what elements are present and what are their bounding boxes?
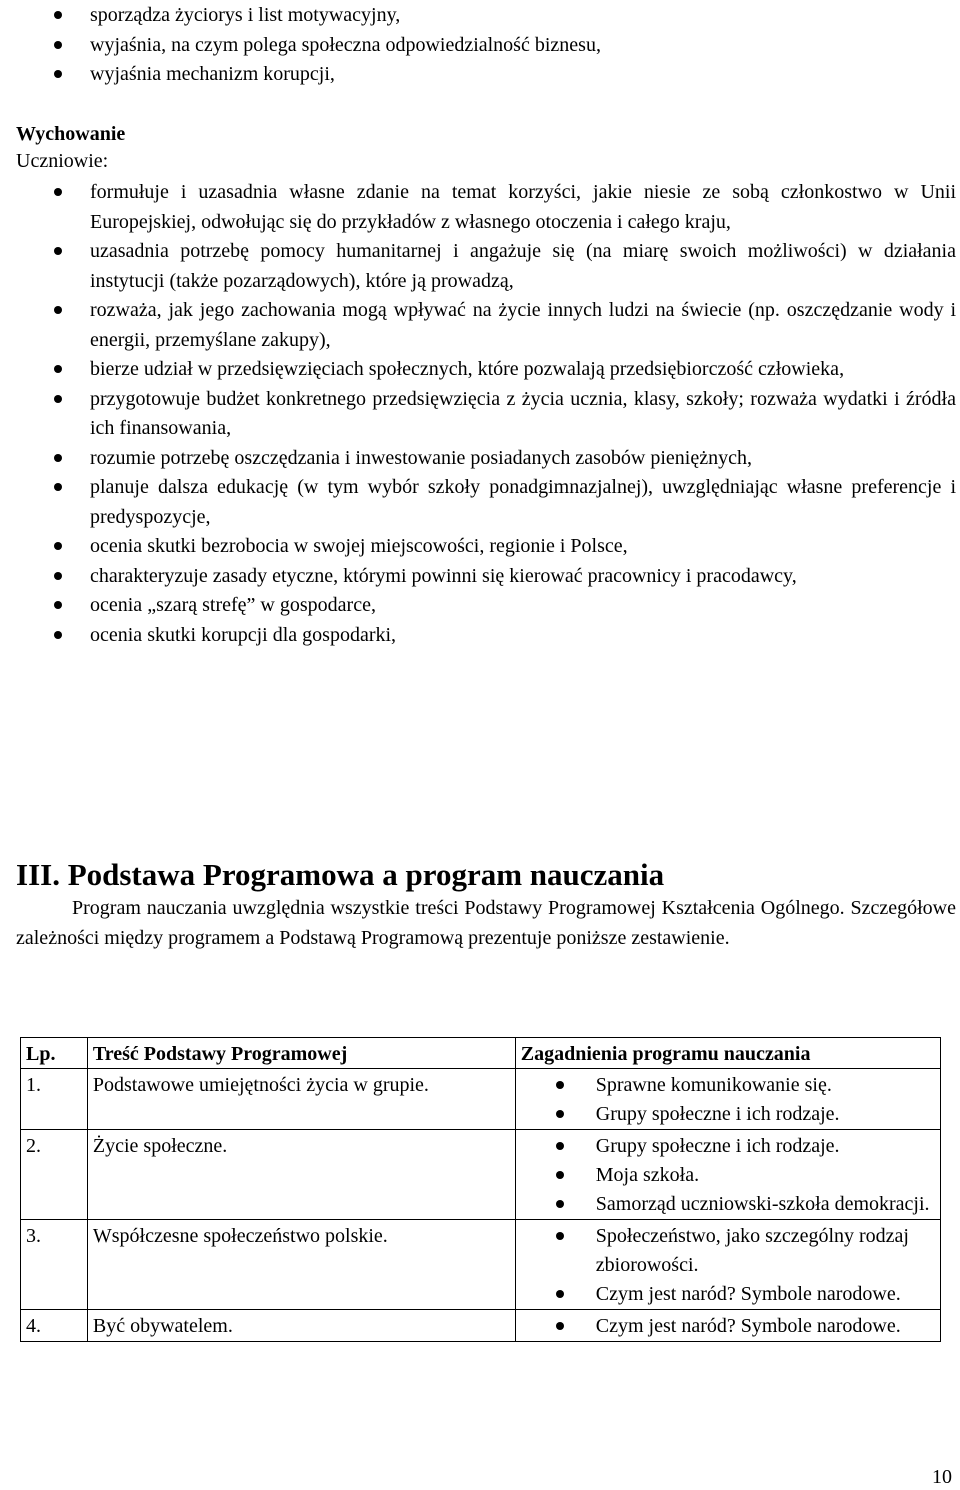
topic-item: Grupy społeczne i ich rodzaje.: [521, 1132, 935, 1161]
row-tresc: Współczesne społeczeństwo polskie.: [87, 1220, 515, 1310]
skills-list: [16, 1, 956, 90]
row-zagadnienia: [515, 1069, 940, 1130]
topic-item: Społeczeństwo, jako szczególny rodzaj zbiorowości.: [521, 1222, 935, 1280]
program-table: [20, 1037, 941, 1342]
list-item: wyjaśnia, na czym polega społeczna odpowiedzialność biznesu,: [16, 31, 956, 61]
list-item: bierze udział w przedsięwzięciach społecznych, które pozwalają przedsiębiorczość człowieka,: [16, 355, 956, 385]
wychowanie-list: [16, 178, 956, 650]
row-zagadnienia: [515, 1220, 940, 1310]
row-number: 2.: [21, 1130, 88, 1220]
table-row: [21, 1220, 941, 1310]
table-row: [21, 1130, 941, 1220]
row-number: 1.: [21, 1069, 88, 1130]
page-number: 10: [932, 1466, 952, 1488]
topic-item: Czym jest naród? Symbole narodowe.: [521, 1312, 935, 1341]
topic-item: Sprawne komunikowanie się.: [521, 1071, 935, 1100]
table-header-row: [21, 1038, 941, 1069]
section-heading-wychowanie: Wychowanie: [16, 123, 126, 145]
table-row: [21, 1069, 941, 1130]
list-item: ocenia skutki korupcji dla gospodarki,: [16, 621, 956, 651]
topic-item: Grupy społeczne i ich rodzaje.: [521, 1100, 935, 1129]
list-item: planuje dalsza edukację (w tym wybór szkoły ponadgimnazjalnej), uwzględniając własne preferencje i predyspozycje,: [16, 473, 956, 532]
list-item: przygotowuje budżet konkretnego przedsięwzięcia z życia ucznia, klasy, szkoły; rozważa wydatki i źródła ich finansowania,: [16, 385, 956, 444]
list-item: uzasadnia potrzebę pomocy humanitarnej i angażuje się (na miarę swoich możliwości) w działania instytucji (także pozarządowych), które ją prowadzą,: [16, 237, 956, 296]
column-header-tresc: Treść Podstawy Programowej: [87, 1038, 515, 1069]
topic-item: Samorząd uczniowski-szkoła demokracji.: [521, 1190, 935, 1219]
topic-item: Moja szkoła.: [521, 1161, 935, 1190]
list-item: rozważa, jak jego zachowania mogą wpływać na życie innych ludzi na świecie (np. oszczędzanie wody i energii, przemyślane zakupy),: [16, 296, 956, 355]
row-number: 4.: [21, 1310, 88, 1342]
list-item: ocenia „szarą strefę” w gospodarce,: [16, 591, 956, 621]
list-item: charakteryzuje zasady etyczne, którymi powinni się kierować pracownicy i pracodawcy,: [16, 562, 956, 592]
row-tresc: Być obywatelem.: [87, 1310, 515, 1342]
list-item: wyjaśnia mechanizm korupcji,: [16, 60, 956, 90]
list-item: sporządza życiorys i list motywacyjny,: [16, 1, 956, 31]
list-item: rozumie potrzebę oszczędzania i inwestowanie posiadanych zasobów pieniężnych,: [16, 444, 956, 474]
row-zagadnienia: [515, 1310, 940, 1342]
table-row: [21, 1310, 941, 1342]
row-tresc: Podstawowe umiejętności życia w grupie.: [87, 1069, 515, 1130]
intro-paragraph: Program nauczania uwzględnia wszystkie treści Podstawy Programowej Kształcenia Ogólnego. Szczegółowe zależności między programem a Podstawą Programową prezentuje poniższe zestawienie.: [16, 897, 956, 949]
students-label: Uczniowie:: [16, 150, 109, 172]
list-item: ocenia skutki bezrobocia w swojej miejscowości, regionie i Polsce,: [16, 532, 956, 562]
row-tresc: Życie społeczne.: [87, 1130, 515, 1220]
column-header-lp: Lp.: [21, 1038, 88, 1069]
topic-item: Czym jest naród? Symbole narodowe.: [521, 1280, 935, 1309]
row-number: 3.: [21, 1220, 88, 1310]
column-header-zagadnienia: Zagadnienia programu nauczania: [515, 1038, 940, 1069]
section-title: III. Podstawa Programowa a program nauczania: [16, 857, 665, 892]
row-zagadnienia: [515, 1130, 940, 1220]
list-item: formułuje i uzasadnia własne zdanie na temat korzyści, jakie niesie ze sobą członkostwo w Unii Europejskiej, odwołując się do przykładów z własnego otoczenia i całego kraju,: [16, 178, 956, 237]
